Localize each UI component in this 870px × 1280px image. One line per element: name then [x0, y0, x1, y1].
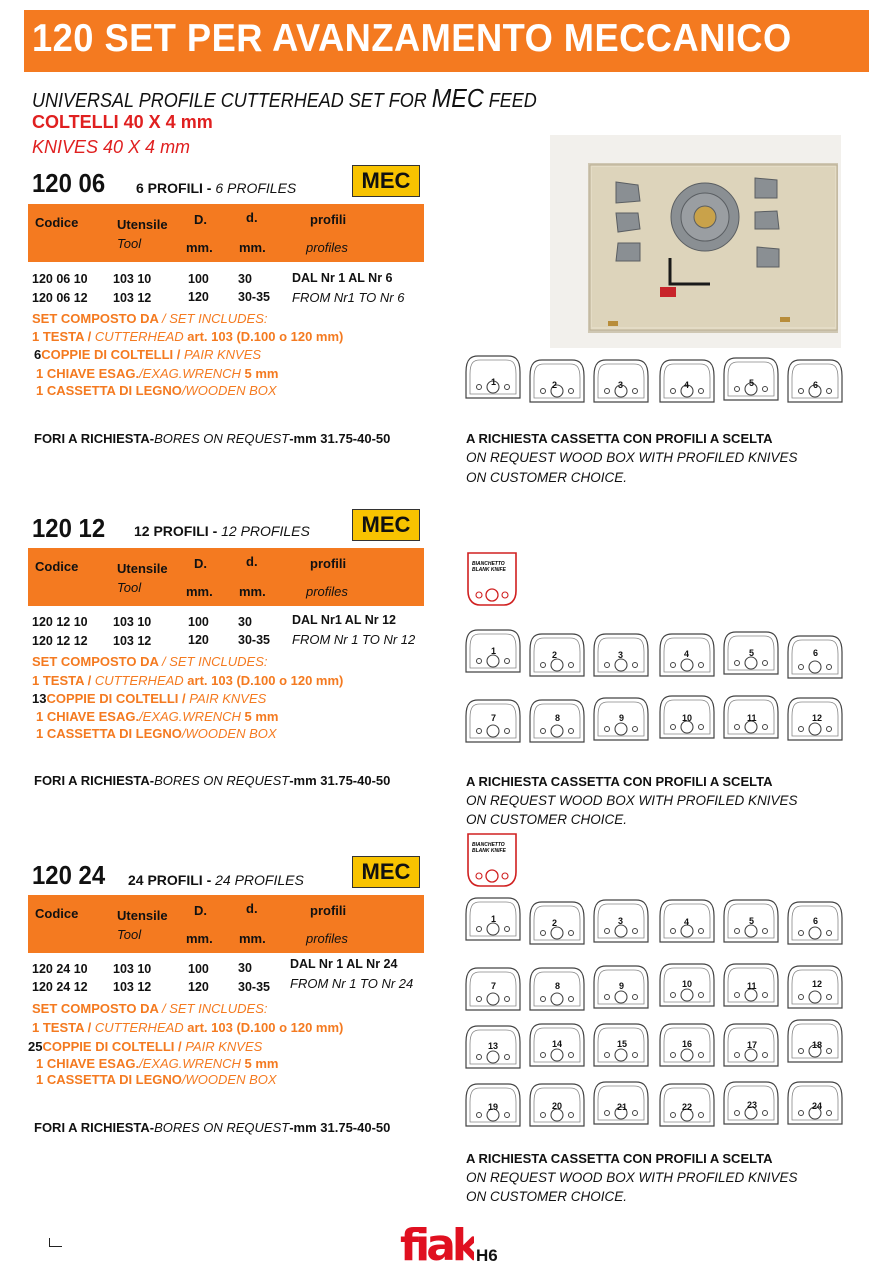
th-tool: Tool — [117, 580, 142, 595]
section-code: 120 24 — [32, 860, 106, 890]
bores-note: FORI A RICHIESTA-BORES ON REQUEST-mm 31.75-40-50 — [34, 431, 391, 446]
svg-text:22: 22 — [682, 1102, 693, 1112]
knife-profile-icon — [462, 890, 857, 1138]
table-cell: 30 — [238, 272, 252, 286]
svg-text:5: 5 — [749, 648, 755, 658]
th-codice: Codice — [35, 559, 79, 574]
th-mm2: mm. — [239, 240, 266, 255]
svg-text:7: 7 — [491, 981, 497, 991]
table-cell: 103 12 — [113, 980, 152, 994]
page-title: 120 SET PER AVANZAMENTO MECCANICO — [32, 17, 792, 60]
mec-badge: MEC — [352, 509, 420, 541]
includes-chiave: 1 CHIAVE ESAG./EXAG.WRENCH 5 mm — [36, 366, 279, 381]
table-cell: 120 06 12 — [32, 291, 88, 305]
mec-badge: MEC — [352, 856, 420, 888]
bores-note: FORI A RICHIESTA-BORES ON REQUEST-mm 31.75-40-50 — [34, 1120, 391, 1135]
svg-text:10: 10 — [682, 713, 693, 723]
table-cell: FROM Nr 1 TO Nr 12 — [292, 632, 416, 647]
svg-text:10: 10 — [682, 979, 693, 989]
th-profiles: profiles — [306, 240, 348, 255]
svg-text:3: 3 — [618, 916, 624, 926]
subtitle-knives: KNIVES 40 X 4 mm — [32, 137, 191, 157]
knife-profile-icon — [462, 622, 857, 750]
fiak-logo — [400, 1218, 474, 1271]
table-cell: 30-35 — [238, 980, 270, 994]
includes-chiave: 1 CHIAVE ESAG./EXAG.WRENCH 5 mm — [36, 709, 279, 724]
th-d: d. — [246, 210, 258, 225]
svg-text:BLANK KNIFE: BLANK KNIFE — [472, 567, 506, 573]
subtitle-mec: MEC — [431, 83, 484, 113]
corner-mark — [49, 1238, 62, 1247]
th-D: D. — [194, 903, 207, 918]
th-utensile: Utensile — [117, 908, 168, 923]
includes-testa: 1 TESTA / CUTTERHEAD art. 103 (D.100 o 120 mm) — [32, 673, 344, 688]
svg-text:11: 11 — [747, 713, 757, 723]
section-code: 120 06 — [32, 168, 106, 198]
th-profiles: profiles — [306, 931, 348, 946]
svg-text:5: 5 — [749, 916, 755, 926]
includes-title: SET COMPOSTO DA / SET INCLUDES: — [32, 654, 268, 669]
request-title: A RICHIESTA CASSETTA CON PROFILI A SCELTA — [466, 431, 773, 446]
table-header — [28, 204, 424, 262]
table-cell: 30-35 — [238, 633, 270, 647]
svg-text:3: 3 — [618, 650, 624, 660]
subtitle-text: UNIVERSAL PROFILE CUTTERHEAD SET FOR — [32, 90, 432, 112]
title-banner — [24, 10, 869, 72]
th-d: d. — [246, 554, 258, 569]
svg-text:BIANCHETTO: BIANCHETTO — [472, 842, 505, 848]
th-mm1: mm. — [186, 584, 213, 599]
includes-cassetta: 1 CASSETTA DI LEGNO/WOODEN BOX — [36, 383, 277, 398]
request-line: ON CUSTOMER CHOICE. — [466, 470, 628, 485]
includes-testa: 1 TESTA / CUTTERHEAD art. 103 (D.100 o 120 mm) — [32, 329, 344, 344]
svg-text:21: 21 — [617, 1102, 628, 1112]
table-cell: 103 12 — [113, 291, 152, 305]
svg-text:BIANCHETTO: BIANCHETTO — [472, 561, 505, 567]
table-cell: 120 — [188, 290, 209, 304]
svg-text:11: 11 — [747, 981, 757, 991]
includes-coppie: 6COPPIE DI COLTELLI / PAIR KNVES — [34, 347, 262, 362]
table-cell: 120 12 10 — [32, 615, 88, 629]
table-cell: 30 — [238, 615, 252, 629]
svg-text:13: 13 — [488, 1041, 499, 1051]
table-cell: 100 — [188, 272, 209, 286]
svg-text:7: 7 — [491, 713, 497, 723]
th-tool: Tool — [117, 236, 142, 251]
table-cell: DAL Nr 1 AL Nr 24 — [290, 957, 398, 971]
svg-text:19: 19 — [488, 1102, 499, 1112]
table-cell: DAL Nr 1 AL Nr 6 — [292, 271, 393, 285]
knife-profile-icon — [462, 350, 857, 412]
svg-text:1: 1 — [491, 377, 497, 387]
subtitle-feed: FEED — [483, 90, 537, 112]
table-cell: 103 10 — [113, 615, 152, 629]
table-cell: 120 12 12 — [32, 634, 88, 648]
svg-text:5: 5 — [749, 378, 755, 388]
section-profiles-label: 24 PROFILI - 24 PROFILES — [128, 872, 304, 888]
th-mm1: mm. — [186, 931, 213, 946]
th-profili: profili — [310, 212, 347, 227]
table-cell: 120 — [188, 980, 209, 994]
request-title: A RICHIESTA CASSETTA CON PROFILI A SCELTA — [466, 774, 773, 789]
th-utensile: Utensile — [117, 217, 168, 232]
request-line: ON REQUEST WOOD BOX WITH PROFILED KNIVES — [466, 450, 798, 465]
th-D: D. — [194, 212, 207, 227]
svg-text:12: 12 — [812, 979, 823, 989]
section-code: 120 12 — [32, 513, 106, 543]
table-cell: 30 — [238, 961, 252, 975]
svg-text:BLANK KNIFE: BLANK KNIFE — [472, 848, 506, 854]
table-cell: 103 10 — [113, 272, 152, 286]
svg-text:8: 8 — [555, 981, 561, 991]
svg-text:2: 2 — [552, 650, 558, 660]
th-mm1: mm. — [186, 240, 213, 255]
cutterhead-set-photo — [550, 135, 841, 348]
section-profiles-label: 12 PROFILI - 12 PROFILES — [134, 523, 310, 539]
section-profiles-label: 6 PROFILI - 6 PROFILES — [136, 180, 297, 196]
request-line: ON CUSTOMER CHOICE. — [466, 812, 628, 827]
svg-text:6: 6 — [813, 648, 819, 658]
request-title: A RICHIESTA CASSETTA CON PROFILI A SCELTA — [466, 1151, 773, 1166]
svg-text:4: 4 — [684, 380, 690, 390]
subtitle-coltelli: COLTELLI 40 X 4 mm — [32, 112, 213, 132]
svg-text:17: 17 — [747, 1040, 758, 1050]
bores-note: FORI A RICHIESTA-BORES ON REQUEST-mm 31.75-40-50 — [34, 773, 391, 788]
th-D: D. — [194, 556, 207, 571]
svg-text:8: 8 — [555, 713, 561, 723]
table-cell: 120 24 12 — [32, 980, 88, 994]
includes-cassetta: 1 CASSETTA DI LEGNO/WOODEN BOX — [36, 1072, 277, 1087]
svg-text:24: 24 — [812, 1101, 823, 1111]
th-profili: profili — [310, 556, 347, 571]
table-cell: 30-35 — [238, 290, 270, 304]
includes-chiave: 1 CHIAVE ESAG./EXAG.WRENCH 5 mm — [36, 1056, 279, 1071]
table-cell: 100 — [188, 962, 209, 976]
svg-text:3: 3 — [618, 380, 624, 390]
svg-text:15: 15 — [617, 1039, 628, 1049]
table-cell: 120 06 10 — [32, 272, 88, 286]
svg-text:18: 18 — [812, 1040, 823, 1050]
request-line: ON REQUEST WOOD BOX WITH PROFILED KNIVES — [466, 1170, 798, 1185]
th-profili: profili — [310, 903, 347, 918]
svg-text:4: 4 — [684, 649, 690, 659]
th-tool: Tool — [117, 927, 142, 942]
table-cell: 100 — [188, 615, 209, 629]
th-profiles: profiles — [306, 584, 348, 599]
includes-cassetta: 1 CASSETTA DI LEGNO/WOODEN BOX — [36, 726, 277, 741]
th-codice: Codice — [35, 215, 79, 230]
includes-title: SET COMPOSTO DA / SET INCLUDES: — [32, 1001, 268, 1016]
table-cell: 120 24 10 — [32, 962, 88, 976]
table-header — [28, 548, 424, 606]
table-cell: FROM Nr1 TO Nr 6 — [292, 290, 405, 305]
table-cell: 103 12 — [113, 634, 152, 648]
table-cell: 120 — [188, 633, 209, 647]
svg-text:9: 9 — [619, 713, 625, 723]
svg-text:2: 2 — [552, 918, 558, 928]
table-header — [28, 895, 424, 953]
includes-coppie: 13COPPIE DI COLTELLI / PAIR KNVES — [32, 691, 267, 706]
mec-badge: MEC — [352, 165, 420, 197]
svg-text:9: 9 — [619, 981, 625, 991]
svg-text:20: 20 — [552, 1101, 563, 1111]
svg-text:fiak: fiak — [400, 1220, 474, 1266]
request-line: ON REQUEST WOOD BOX WITH PROFILED KNIVES — [466, 793, 798, 808]
table-cell: 103 10 — [113, 962, 152, 976]
page-number: H6 — [476, 1246, 498, 1265]
svg-text:1: 1 — [491, 914, 497, 924]
subtitle-universal — [32, 83, 537, 114]
th-d: d. — [246, 901, 258, 916]
svg-text:14: 14 — [552, 1039, 563, 1049]
th-mm2: mm. — [239, 931, 266, 946]
svg-text:6: 6 — [813, 380, 819, 390]
includes-testa: 1 TESTA / CUTTERHEAD art. 103 (D.100 o 120 mm) — [32, 1020, 344, 1035]
th-mm2: mm. — [239, 584, 266, 599]
svg-text:1: 1 — [491, 646, 497, 656]
includes-coppie: 25COPPIE DI COLTELLI / PAIR KNVES — [28, 1039, 263, 1054]
svg-text:23: 23 — [747, 1100, 758, 1110]
svg-text:4: 4 — [684, 917, 690, 927]
svg-text:12: 12 — [812, 713, 823, 723]
table-cell: FROM Nr 1 TO Nr 24 — [290, 976, 414, 991]
svg-text:2: 2 — [552, 380, 558, 390]
svg-text:16: 16 — [682, 1039, 693, 1049]
table-cell: DAL Nr1 AL Nr 12 — [292, 613, 396, 627]
request-line: ON CUSTOMER CHOICE. — [466, 1189, 628, 1204]
th-utensile: Utensile — [117, 561, 168, 576]
includes-title: SET COMPOSTO DA / SET INCLUDES: — [32, 311, 268, 326]
th-codice: Codice — [35, 906, 79, 921]
blank-knife-icon — [466, 551, 520, 609]
blank-knife-icon — [466, 832, 520, 890]
svg-text:6: 6 — [813, 916, 819, 926]
